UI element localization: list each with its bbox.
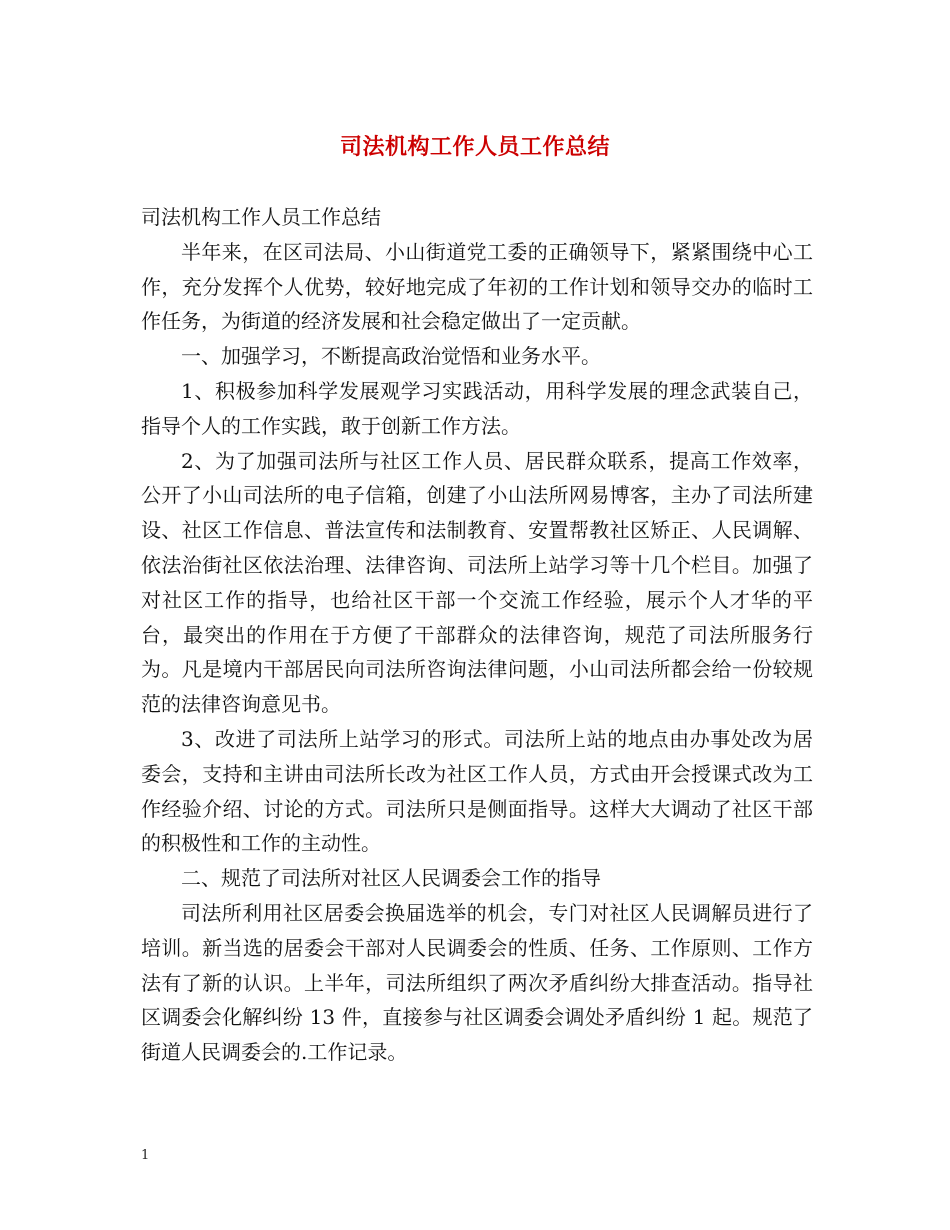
paragraph-intro: 半年来，在区司法局、小山街道党工委的正确领导下，紧紧围绕中心工作，充分发挥个人优势，较好地完成了年初的工作计划和领导交办的临时工作任务，为街道的经济发展和社会稳定做出了一定贡献。 [141, 239, 813, 334]
paragraph-mediation: 司法所利用社区居委会换届选举的机会，专门对社区人民调解员进行了培训。新当选的居委会干部对人民调委会的性质、任务、工作原则、工作方法有了新的认识。上半年，司法所组织了两次矛盾纠纷大排查活动。指导社区调委会化解纠纷 13 件，直接参与社区调委会调处矛盾纠纷 1 起。规范了街道人民调委会的.工作记录。 [141, 900, 813, 1065]
paragraph-heading: 司法机构工作人员工作总结 [141, 205, 381, 229]
body-text [141, 200, 813, 1070]
paragraph-item-3: 3、改进了司法所上站学习的形式。司法所上站的地点由办事处改为居委会，支持和主讲由司法所长改为社区工作人员，方式由开会授课式改为工作经验介绍、讨论的方式。司法所只是侧面指导。这样大大调动了社区干部的积极性和工作的主动性。 [141, 726, 813, 856]
paragraph-item-2: 2、为了加强司法所与社区工作人员、居民群众联系，提高工作效率，公开了小山司法所的电子信箱，创建了小山法所网易博客，主办了司法所建设、社区工作信息、普法宣传和法制教育、安置帮教社区矫正、人民调解、依法治街社区依法治理、法律咨询、司法所上站学习等十几个栏目。加强了对社区工作的指导，也给社区干部一个交流工作经验，展示个人才华的平台，最突出的作用在于方便了干部群众的法律咨询，规范了司法所服务行为。凡是境内干部居民向司法所咨询法律问题，小山司法所都会给一份较规范的法律咨询意见书。 [141, 448, 813, 717]
section-heading-2: 二、规范了司法所对社区人民调委会工作的指导 [181, 866, 601, 891]
paragraph-item-1: 1、积极参加科学发展观学习实践活动，用科学发展的理念武装自己，指导个人的工作实践，敢于创新工作方法。 [141, 378, 813, 438]
page-title: 司法机构工作人员工作总结 [339, 135, 610, 160]
section-heading-1: 一、加强学习，不断提高政治觉悟和业务水平。 [181, 344, 601, 369]
page-number: 1 [141, 1148, 150, 1163]
